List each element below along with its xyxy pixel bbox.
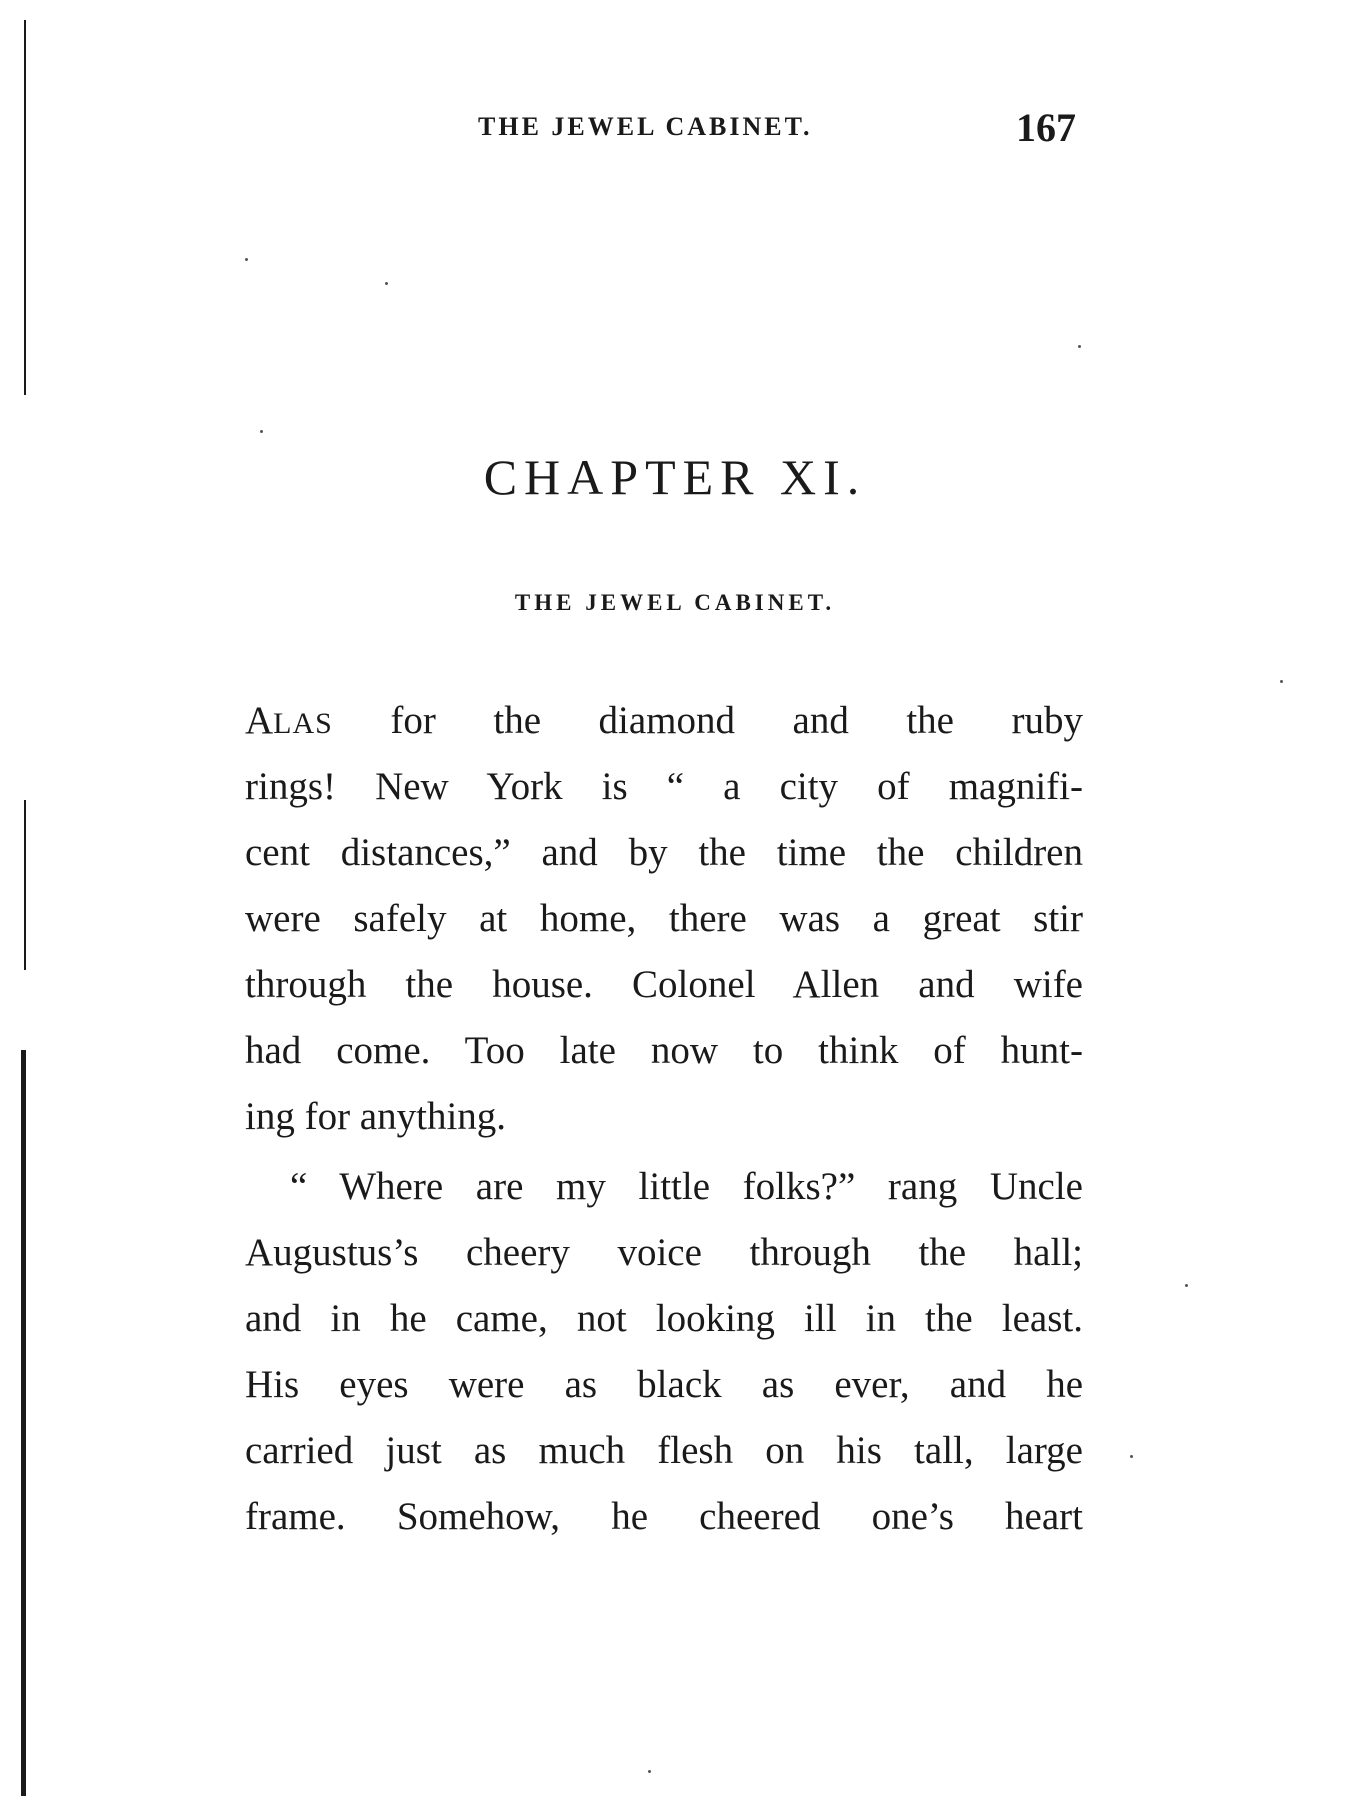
scan-edge-line bbox=[24, 800, 26, 970]
print-speck bbox=[648, 1770, 651, 1773]
text-line: through the house. Colonel Allen and wife bbox=[245, 963, 1083, 1006]
text-line: rings! New York is “ a city of magnifi- bbox=[245, 765, 1083, 808]
text-line: and in he came, not looking ill in the least. bbox=[245, 1297, 1083, 1340]
running-title: THE JEWEL CABINET. bbox=[478, 112, 813, 141]
print-speck bbox=[1078, 345, 1081, 348]
scan-edge-line bbox=[24, 20, 26, 395]
small-caps-word: LAS bbox=[273, 707, 333, 740]
print-speck bbox=[1185, 1284, 1188, 1287]
text-line bbox=[245, 698, 1083, 748]
print-speck bbox=[260, 430, 263, 433]
print-speck bbox=[1280, 680, 1283, 683]
chapter-title: CHAPTER XI. bbox=[483, 449, 867, 505]
print-speck bbox=[1130, 1455, 1133, 1458]
print-speck bbox=[245, 258, 248, 261]
drop-letter: A bbox=[245, 699, 274, 742]
text-line: carried just as much flesh on his tall, large bbox=[245, 1429, 1083, 1472]
text-line-rest: for the diamond and the ruby bbox=[332, 699, 1083, 742]
text-line: ing for anything. bbox=[245, 1095, 507, 1138]
text-line: “ Where are my little folks?” rang Uncle bbox=[290, 1165, 1083, 1208]
text-line: frame. Somehow, he cheered one’s heart bbox=[245, 1495, 1083, 1538]
print-speck bbox=[385, 282, 388, 285]
scan-edge-line bbox=[21, 1050, 26, 1796]
text-line: cent distances,” and by the time the children bbox=[245, 831, 1083, 874]
text-line: had come. Too late now to think of hunt- bbox=[245, 1029, 1083, 1072]
chapter-subtitle: THE JEWEL CABINET. bbox=[514, 590, 836, 615]
page-number: 167 bbox=[1016, 105, 1076, 150]
text-line: were safely at home, there was a great stir bbox=[245, 897, 1083, 940]
text-line: Augustus’s cheery voice through the hall; bbox=[245, 1231, 1083, 1274]
text-line: His eyes were as black as ever, and he bbox=[245, 1363, 1083, 1406]
